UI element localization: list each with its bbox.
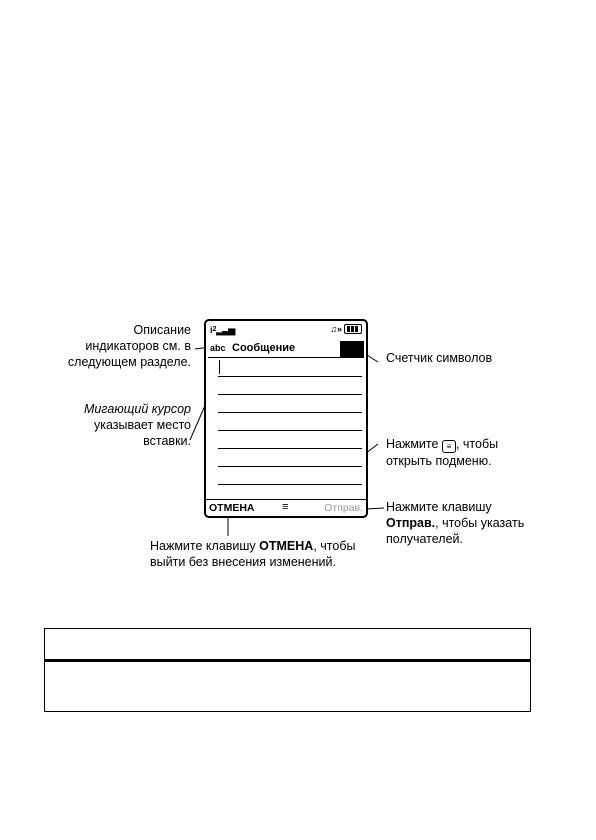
callout-line: указывает место	[93, 418, 191, 432]
cancel-callout: Нажмите клавишу ОТМЕНА, чтобы выйти без внесения изменений.	[150, 539, 356, 569]
text-line	[218, 466, 362, 467]
callout-line: индикаторов см. в	[85, 339, 191, 353]
text-line	[218, 484, 362, 485]
text-cursor	[219, 360, 220, 374]
text-line	[218, 430, 362, 431]
send-callout: Нажмите клавишу Отправ., чтобы указать получателей.	[386, 500, 525, 546]
text-line	[218, 394, 362, 395]
message-title-bar	[208, 341, 364, 358]
table-header-rule	[45, 659, 530, 662]
phone-screen	[204, 319, 368, 518]
callout-line: вставки.	[143, 434, 191, 448]
counter-callout: Счетчик символов	[386, 351, 493, 365]
menu-callout: Нажмите ≡ , чтобы открыть подменю.	[386, 437, 499, 468]
menu-icon[interactable]: ≡	[282, 501, 289, 513]
character-counter	[340, 341, 364, 357]
status-icons	[330, 324, 362, 334]
callout-line: открыть подменю.	[386, 454, 492, 468]
soft-key-bar	[206, 499, 366, 516]
cancel-soft-key[interactable]: ОТМЕНА	[209, 502, 255, 514]
input-mode-indicator: abc	[210, 343, 226, 353]
cursor-callout	[84, 401, 191, 449]
text-line	[218, 376, 362, 377]
callout-line: Описание	[133, 323, 191, 337]
text-line	[218, 412, 362, 413]
callout-line: следующем разделе.	[67, 355, 191, 369]
callout-line: выйти без внесения изменений.	[150, 555, 336, 569]
callout-line: Мигающий курсор	[83, 402, 191, 416]
note-table	[44, 628, 531, 712]
indicators-callout	[68, 322, 191, 370]
send-soft-key[interactable]: Отправ.	[324, 502, 363, 514]
signal-icon: $i^2▂▃▅$	[210, 325, 235, 335]
menu-key-icon: ≡	[442, 440, 456, 453]
callout-line: Нажмите клавишу	[386, 500, 492, 514]
message-title: Сообщение	[232, 342, 296, 354]
callout-line: получателей.	[386, 532, 464, 546]
text-line	[218, 448, 362, 449]
battery-icon	[344, 324, 362, 334]
ringer-icon: ♫»	[330, 324, 342, 334]
